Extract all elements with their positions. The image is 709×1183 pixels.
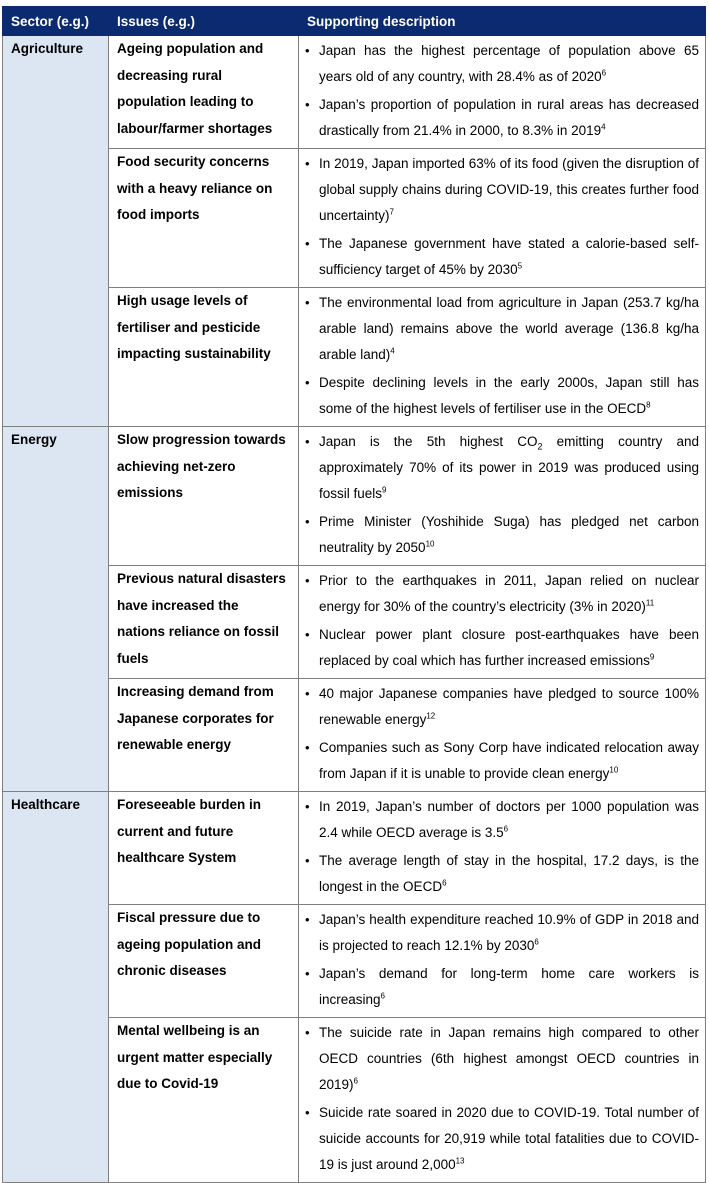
bullet-text: Japan has the highest percentage of population above 65 years old of any country, with 28.4% as of 2020 <box>319 43 699 84</box>
table-row <box>3 1018 706 1183</box>
bullet-text: emitting country and approximately 70% of its power in 2019 was produced using fossil fuels <box>319 434 699 501</box>
reference-number: 10 <box>609 765 619 775</box>
reference-number: 6 <box>380 991 385 1001</box>
bullet-text: The Japanese government have stated a calorie-based self-sufficiency target of 45% by 2030 <box>319 236 699 277</box>
header-sector: Sector (e.g.) <box>3 7 109 36</box>
bullet-text-pre: Japan is the 5th highest CO <box>319 434 538 449</box>
table-row <box>3 36 706 149</box>
reference-number: 8 <box>646 400 651 410</box>
reference-number: 9 <box>649 652 655 662</box>
bullet-text: In 2019, Japan imported 63% of its food (given the disruption of global supply chains during COVID-19, this creates further food uncertainty) <box>319 156 699 223</box>
bullet-item <box>305 231 699 283</box>
reference-number: 6 <box>601 68 607 78</box>
bullet-text: Despite declining levels in the early 2000s, Japan still has some of the highest levels of fertiliser use in the OECD <box>319 375 699 416</box>
bullet-item <box>305 290 699 368</box>
bullet-item <box>305 848 699 900</box>
table-row <box>3 149 706 288</box>
issue-cell: Mental wellbeing is an urgent matter especially due to Covid-19 <box>109 1018 299 1183</box>
bullet-item <box>305 622 699 674</box>
bullet-text: The average length of stay in the hospital, 17.2 days, is the longest in the OECD <box>319 853 699 894</box>
issue-cell: Fiscal pressure due to ageing population and chronic diseases <box>109 905 299 1018</box>
sector-cell: Agriculture <box>3 36 109 427</box>
table-row <box>3 427 706 566</box>
reference-number: 6 <box>534 937 539 947</box>
reference-number: 4 <box>601 122 606 132</box>
bullet-item <box>305 509 699 561</box>
bullet-text: Prime Minister (Yoshihide Suga) has pledged net carbon neutrality by 2050 <box>319 514 699 555</box>
reference-number: 5 <box>517 261 523 271</box>
bullet-text: 40 major Japanese companies have pledged to source 100% renewable energy <box>319 686 699 727</box>
bullet-text: Companies such as Sony Corp have indicated relocation away from Japan if it is unable to provide clean energy <box>319 740 699 781</box>
bullet-list <box>305 794 699 900</box>
bullet-list <box>305 681 699 787</box>
bullet-item <box>305 961 699 1013</box>
bullet-text: Nuclear power plant closure post-earthquakes have been replaced by coal which has further increased emissions <box>319 627 699 668</box>
bullet-list <box>305 429 699 561</box>
description-cell <box>299 792 706 905</box>
issue-cell: Previous natural disasters have increased the nations reliance on fossil fuels <box>109 566 299 679</box>
sector-cell: Energy <box>3 427 109 792</box>
reference-number: 6 <box>503 824 509 834</box>
description-cell <box>299 36 706 149</box>
reference-number: 9 <box>382 485 387 495</box>
table-row <box>3 288 706 427</box>
bullet-list <box>305 568 699 674</box>
header-description: Supporting description <box>299 7 706 36</box>
description-cell <box>299 149 706 288</box>
table-header-row <box>3 7 706 36</box>
bullet-text: The environmental load from agriculture in Japan (253.7 kg/ha arable land) remains above the world average (136.8 kg/ha arable land) <box>319 295 699 362</box>
bullet-item <box>305 38 699 90</box>
table-row <box>3 566 706 679</box>
bullet-item <box>305 151 699 229</box>
reference-number: 13 <box>455 1156 465 1166</box>
header-issues: Issues (e.g.) <box>109 7 299 36</box>
subscript: 2 <box>537 441 543 452</box>
table-row <box>3 792 706 905</box>
bullet-item <box>305 429 699 507</box>
bullet-text: The suicide rate in Japan remains high compared to other OECD countries (6th highest amongst OECD countries in 2019) <box>319 1025 699 1092</box>
bullet-list <box>305 1020 699 1178</box>
bullet-item <box>305 370 699 422</box>
bullet-item <box>305 568 699 620</box>
reference-number: 7 <box>389 207 394 217</box>
description-cell <box>299 679 706 792</box>
issue-cell: Increasing demand from Japanese corporates for renewable energy <box>109 679 299 792</box>
bullet-item <box>305 794 699 846</box>
reference-number: 12 <box>426 711 436 721</box>
bullet-list <box>305 907 699 1013</box>
issue-cell: Slow progression towards achieving net-zero emissions <box>109 427 299 566</box>
issue-cell: Food security concerns with a heavy reliance on food imports <box>109 149 299 288</box>
description-cell <box>299 905 706 1018</box>
bullet-text: Japan’s proportion of population in rural areas has decreased drastically from 21.4% in 2000, to 8.3% in 2019 <box>319 97 699 138</box>
bullet-list <box>305 38 699 144</box>
bullet-text: Japan’s health expenditure reached 10.9% of GDP in 2018 and is projected to reach 12.1% by 2030 <box>319 912 699 953</box>
sector-issues-table <box>2 6 706 1183</box>
description-cell <box>299 1018 706 1183</box>
description-cell <box>299 566 706 679</box>
issue-cell: Ageing population and decreasing rural population leading to labour/farmer shortages <box>109 36 299 149</box>
bullet-item <box>305 735 699 787</box>
reference-number: 6 <box>353 1076 358 1086</box>
bullet-item <box>305 681 699 733</box>
description-cell <box>299 427 706 566</box>
reference-number: 10 <box>425 539 435 549</box>
table-row <box>3 679 706 792</box>
reference-number: 6 <box>442 878 447 888</box>
bullet-list <box>305 151 699 283</box>
bullet-item <box>305 92 699 144</box>
reference-number: 4 <box>390 346 395 356</box>
bullet-item <box>305 907 699 959</box>
bullet-item <box>305 1100 699 1178</box>
bullet-text: Prior to the earthquakes in 2011, Japan relied on nuclear energy for 30% of the country’s electricity (3% in 2020) <box>319 573 699 614</box>
bullet-text: Suicide rate soared in 2020 due to COVID-19. Total number of suicide accounts for 20,919 while total fatalities due to COVID-19 is just around 2,000 <box>319 1105 699 1172</box>
table-row <box>3 905 706 1018</box>
bullet-item <box>305 1020 699 1098</box>
sector-cell: Healthcare <box>3 792 109 1183</box>
reference-number: 11 <box>645 598 655 608</box>
issue-cell: High usage levels of fertiliser and pesticide impacting sustainability <box>109 288 299 427</box>
description-cell <box>299 288 706 427</box>
bullet-text: In 2019, Japan’s number of doctors per 1000 population was 2.4 while OECD average is 3.5 <box>319 799 699 840</box>
table-body <box>3 36 706 1183</box>
bullet-text: Japan’s demand for long-term home care workers is increasing <box>319 966 699 1007</box>
issue-cell: Foreseeable burden in current and future healthcare System <box>109 792 299 905</box>
bullet-list <box>305 290 699 422</box>
